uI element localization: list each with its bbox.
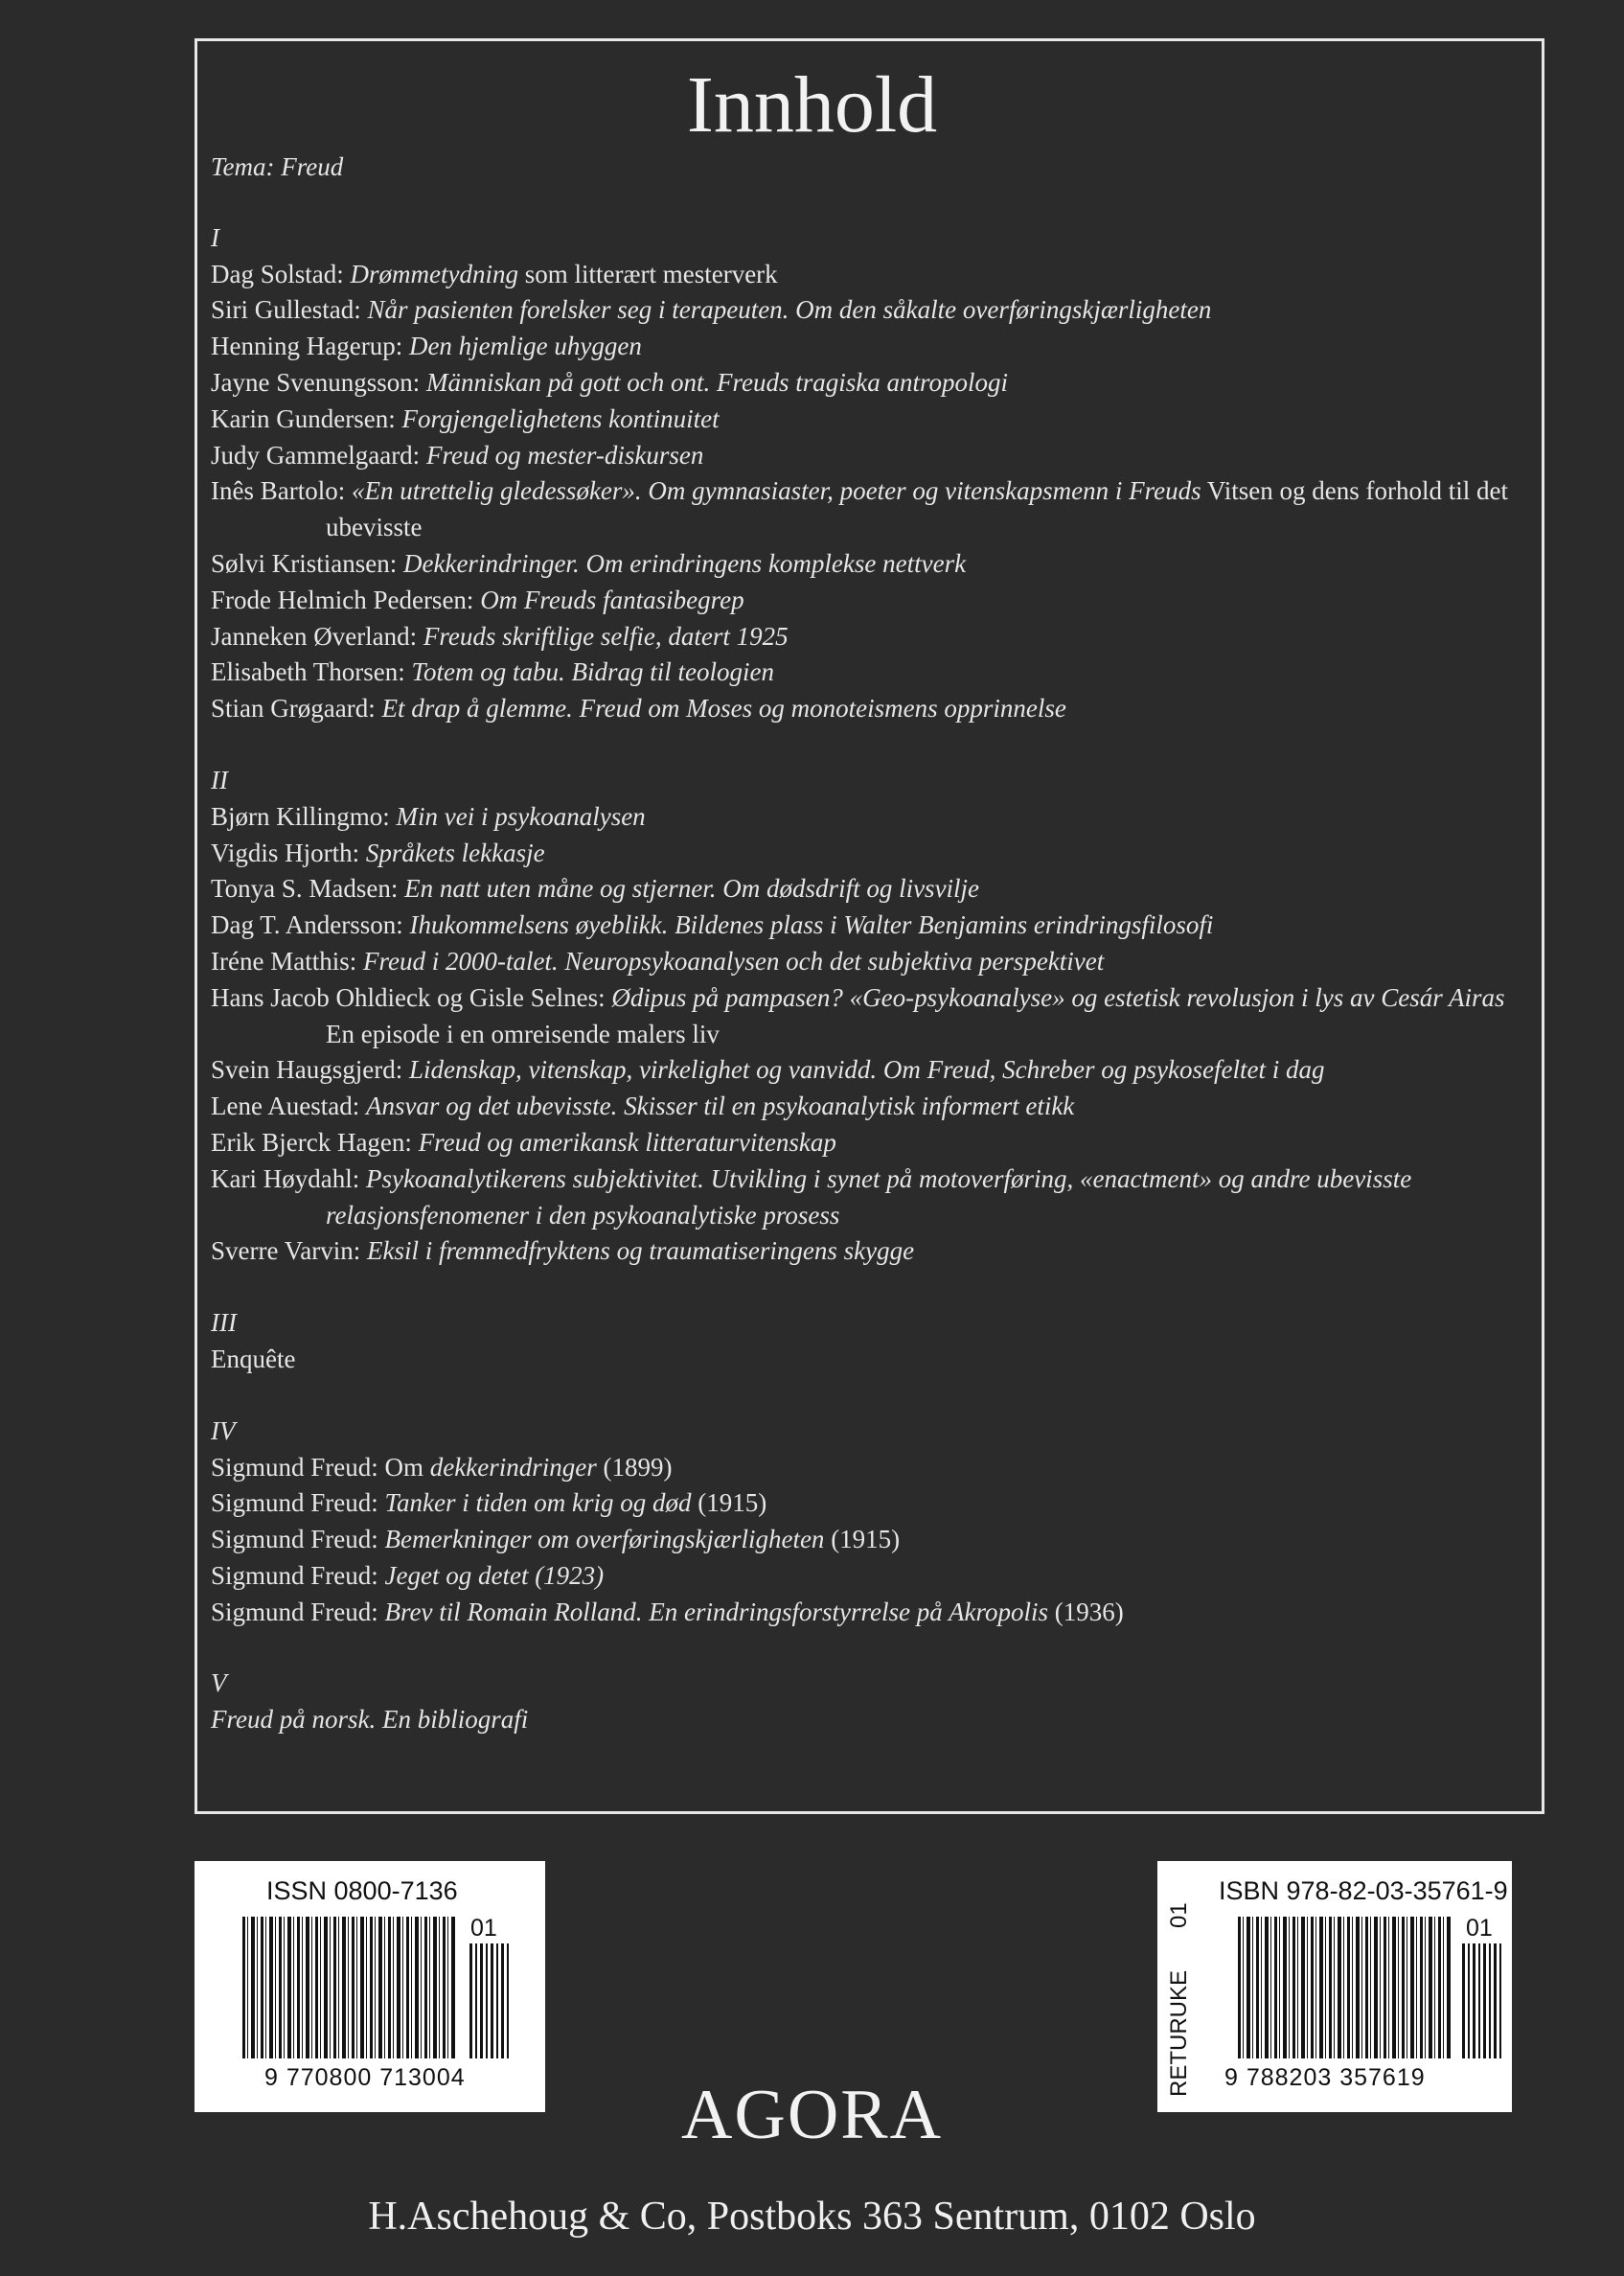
toc-entry (211, 1595, 1523, 1631)
entry-author: Sølvi Kristiansen: (211, 548, 403, 578)
entry-title: Freud og mester-diskursen (425, 440, 704, 470)
entry-rest: (1915) (691, 1488, 767, 1518)
entry-author: Tonya S. Madsen: (211, 874, 405, 904)
entry-title: Språkets lekkasje (365, 838, 545, 867)
section-number: II (211, 765, 228, 794)
entry-title: Min vei i psykoanalysen (396, 801, 646, 831)
entry-title: Dekkerindringer. Om erindringens komplekse nettverk (403, 548, 967, 578)
toc-entry (211, 257, 1523, 293)
section-number: V (211, 1668, 227, 1698)
entry-title: Freud i 2000-talet. Neuropsykoanalysen och det subjektiva perspektivet (362, 946, 1105, 976)
toc-section (211, 1414, 1523, 1631)
section-number: I (211, 222, 219, 252)
toc-entry (211, 473, 1523, 546)
entry-title: Den hjemlige uhyggen (408, 332, 642, 361)
toc-entry (211, 908, 1523, 944)
entry-rest: (1936) (1047, 1597, 1124, 1626)
entry-title: Tanker i tiden om krig og død (384, 1488, 692, 1518)
toc-entry (211, 944, 1523, 980)
isbn-addon-bars (1462, 1943, 1502, 2058)
toc-entry (211, 329, 1523, 365)
entry-author: Sigmund Freud: (211, 1525, 385, 1554)
entry-title: En natt uten måne og stjerner. Om dødsdrift og livsvilje (404, 874, 980, 904)
toc-entry (211, 365, 1523, 402)
entry-rest: (1915) (824, 1525, 901, 1554)
entry-author: Judy Gammelgaard: (211, 440, 426, 470)
toc-entry (211, 1558, 1523, 1595)
entry-author: Karin Gundersen: (211, 403, 402, 433)
isbn-addon-number: 01 (1466, 1915, 1493, 1942)
entry-title: Psykoanalytikerens subjektivitet. Utvikling i synet på motoverføring, «enactment» og andre ubevisste relasjonsfenomener i den psykoanalytiske prosess (326, 1163, 1412, 1230)
entry-author: Frode Helmich Pedersen: (211, 585, 481, 614)
issn-barcode (194, 1861, 545, 2112)
publisher-address: H.Aschehoug & Co, Postboks 363 Sentrum, 0102 Oslo (368, 2195, 1256, 2239)
entry-title: Ødipus på pampasen? «Geo-psykoanalyse» og estetisk revolusjon i lys av Cesár Airas (611, 982, 1505, 1012)
section-number: IV (211, 1415, 236, 1445)
toc-section (211, 1305, 1523, 1378)
issn-addon-number: 01 (470, 1915, 497, 1942)
toc-entry (211, 546, 1523, 583)
toc-entry (211, 438, 1523, 474)
entry-author: Vigdis Hjorth: (211, 838, 366, 867)
journal-name: AGORA (680, 2076, 944, 2154)
isbn-barcode (1157, 1861, 1512, 2112)
entry-title: Lidenskap, vitenskap, virkelighet og vanvidd. Om Freud, Schreber og psykosefeltet i dag (408, 1055, 1325, 1085)
toc-entry (211, 691, 1523, 727)
entry-title: Når pasienten forelsker seg i terapeuten. Om den såkalte overføringskjærligheten (367, 295, 1212, 325)
toc-entry (211, 871, 1523, 908)
toc-section (211, 763, 1523, 1270)
entry-title: Ansvar og det ubevisste. Skisser til en psykoanalytisk informert etikk (365, 1092, 1075, 1121)
entry-author: Siri Gullestad: (211, 295, 368, 325)
entry-title: Et drap å glemme. Freud om Moses og monoteismens opprinnelse (381, 694, 1066, 724)
entry-title: Freuds skriftlige selfie, datert 1925 (423, 621, 789, 651)
entry-title: Människan på gott och ont. Freuds tragiska antropologi (426, 367, 1008, 397)
entry-author: Stian Grøgaard: (211, 694, 382, 724)
entry-title: Freud og amerikansk litteraturvitenskap (418, 1127, 836, 1157)
isbn-label: ISBN 978-82-03-35761-9 (1219, 1876, 1508, 1905)
entry-title: Brev til Romain Rolland. En erindringsforstyrrelse på Akropolis (384, 1597, 1048, 1626)
toc-entry (211, 980, 1523, 1053)
entry-rest: (1899) (596, 1452, 673, 1482)
entry-author: Dag Solstad: (211, 259, 351, 288)
entry-title: Forgjengelighetens kontinuitet (401, 403, 720, 433)
theme-line: Tema: Freud (211, 152, 344, 181)
toc-entry (211, 1089, 1523, 1125)
entry-rest: En episode i en omreisende malers liv (326, 1019, 720, 1048)
entry-title: Om Freuds fantasibegrep (480, 585, 744, 614)
entry-author: Jayne Svenungsson: (211, 367, 426, 397)
toc-entry (211, 402, 1523, 438)
entry-rest: som litterært mesterverk (517, 259, 778, 288)
isbn-digits: 9 788203 357619 (1224, 2064, 1426, 2091)
toc-entry (211, 799, 1523, 836)
entry-author: Sigmund Freud: (211, 1488, 385, 1518)
section-number: III (211, 1308, 237, 1338)
issn-digits: 9 770800 713004 (264, 2064, 466, 2091)
entry-author: Inês Bartolo: (211, 476, 352, 506)
toc-entry (211, 1161, 1523, 1234)
toc-entry (211, 1125, 1523, 1161)
returuke-label: RETURUKE (1166, 1969, 1192, 2097)
section-text: Enquête (211, 1344, 296, 1373)
toc-entry (211, 619, 1523, 655)
entry-author: Elisabeth Thorsen: (211, 657, 412, 687)
entry-author: Sigmund Freud: (211, 1560, 385, 1590)
isbn-bars (1238, 1917, 1451, 2058)
entry-author: Kari Høydahl: (211, 1163, 366, 1193)
entry-author: Sigmund Freud: Om (211, 1452, 430, 1482)
entry-title: Ihukommelsens øyeblikk. Bildenes plass i Walter Benjamins erindringsfilosofi (409, 910, 1214, 940)
entry-rest: Vitsen og dens forhold til det ubevisste (326, 476, 1508, 542)
issn-label: ISSN 0800-7136 (266, 1876, 458, 1905)
toc-section (211, 220, 1523, 727)
entry-author: Sverre Varvin: (211, 1236, 367, 1266)
entry-title: Totem og tabu. Bidrag til teologien (411, 657, 774, 687)
entry-author: Bjørn Killingmo: (211, 801, 397, 831)
entry-author: Lene Auestad: (211, 1092, 366, 1121)
entry-author: Svein Haugsgjerd: (211, 1055, 409, 1085)
section-text: Freud på norsk. En bibliografi (211, 1705, 529, 1735)
toc-entry (211, 836, 1523, 872)
issn-addon-bars (469, 1943, 510, 2058)
entry-author: Janneken Øverland: (211, 621, 423, 651)
toc-entry (211, 1450, 1523, 1486)
toc-entry (211, 655, 1523, 691)
entry-author: Hans Jacob Ohldieck og Gisle Selnes: (211, 982, 612, 1012)
entry-author: Dag T. Andersson: (211, 910, 410, 940)
entry-title: Jeget og detet (1923) (384, 1560, 605, 1590)
toc-entry (211, 292, 1523, 329)
entry-title: Bemerkninger om overføringskjærligheten (384, 1525, 825, 1554)
issn-bars (242, 1917, 455, 2058)
page-title: Innhold (686, 60, 938, 149)
entry-title: Drømmetydning (350, 259, 518, 288)
isbn-side-number: 01 (1166, 1902, 1192, 1928)
entry-author: Sigmund Freud: (211, 1597, 385, 1626)
entry-author: Erik Bjerck Hagen: (211, 1127, 419, 1157)
toc-entry (211, 1052, 1523, 1089)
entry-author: Iréne Matthis: (211, 946, 363, 976)
entry-title: Eksil i fremmedfryktens og traumatiseringens skygge (366, 1236, 915, 1266)
entry-title: «En utrettelig gledessøker». Om gymnasiaster, poeter og vitenskapsmenn i Freuds (351, 476, 1201, 506)
entry-title: dekkerindringer (429, 1452, 597, 1482)
entry-author: Henning Hagerup: (211, 332, 409, 361)
toc-entry (211, 583, 1523, 619)
toc-entry (211, 1233, 1523, 1270)
toc-entry (211, 1522, 1523, 1558)
toc-section (211, 1666, 1523, 1738)
table-of-contents (211, 149, 1523, 1774)
toc-entry (211, 1485, 1523, 1522)
